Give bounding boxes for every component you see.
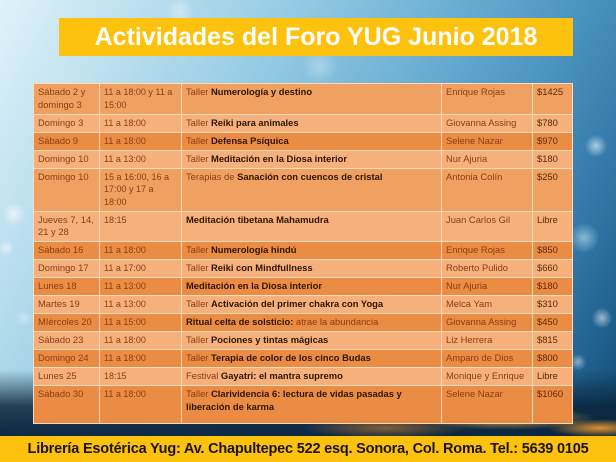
- activity-prefix: Taller: [186, 388, 212, 399]
- time-cell: 11 a 18:00: [100, 115, 182, 133]
- activity-prefix: Taller: [186, 262, 212, 273]
- description-cell: [182, 314, 442, 332]
- description-cell: [182, 212, 442, 243]
- date-cell: Domingo 10: [33, 151, 100, 169]
- table-row: [33, 115, 573, 133]
- teacher-cell: Roberto Pulido: [442, 260, 533, 278]
- activity-title: Terapia de color de los cinco Budas: [211, 352, 371, 363]
- teacher-cell: Nur Ajuria: [442, 151, 533, 169]
- table-row: [33, 332, 573, 350]
- price-cell: Libre: [533, 212, 573, 243]
- teacher-cell: Giovanna Assing: [442, 115, 533, 133]
- price-cell: $310: [533, 296, 573, 314]
- teacher-cell: Nur Ajuria: [442, 278, 533, 296]
- price-cell: $970: [533, 133, 573, 151]
- description-cell: [182, 278, 442, 296]
- date-cell: Domingo 3: [33, 115, 100, 133]
- activity-prefix: Taller: [186, 352, 212, 363]
- activity-prefix: Taller: [186, 152, 212, 164]
- time-cell: 11 a 15:00: [100, 314, 182, 332]
- table-row: [33, 368, 573, 386]
- time-cell: 18:15: [100, 368, 182, 386]
- table-row: [33, 314, 573, 332]
- date-cell: Sábado 30: [33, 386, 100, 424]
- table-row: [33, 83, 573, 115]
- teacher-cell: Amparo de Dios: [442, 350, 533, 368]
- description-cell: [182, 115, 442, 133]
- time-cell: 11 a 17:00: [100, 260, 182, 278]
- price-cell: $180: [533, 278, 573, 296]
- activity-title: Sanación con cuencos de cristal: [237, 170, 383, 182]
- teacher-cell: Liz Herrera: [442, 332, 533, 350]
- time-cell: 11 a 13:00: [100, 278, 182, 296]
- table-row: [33, 151, 573, 169]
- activities-table: [33, 83, 573, 424]
- date-cell: Sábado 16: [33, 242, 100, 260]
- price-cell: $850: [533, 242, 573, 260]
- activity-title: Defensa Psíquica: [211, 134, 289, 146]
- table-row: [33, 242, 573, 260]
- activity-prefix: Terapias de: [186, 170, 238, 182]
- description-cell: [182, 350, 442, 368]
- activity-prefix: Taller: [186, 86, 212, 97]
- date-cell: Martes 19: [33, 296, 100, 314]
- time-cell: 18:15: [100, 212, 182, 243]
- date-cell: Domingo 10: [33, 169, 100, 212]
- date-cell: Sábado 23: [33, 332, 100, 350]
- activity-title: Ritual celta de solsticio:: [186, 316, 294, 327]
- date-cell: Domingo 24: [33, 350, 100, 368]
- table-row: [33, 386, 573, 424]
- price-cell: $660: [533, 260, 573, 278]
- description-cell: [182, 151, 442, 169]
- table-row: [33, 350, 573, 368]
- date-cell: Sábado 2 y domingo 3: [33, 83, 100, 115]
- description-cell: [182, 260, 442, 278]
- date-cell: Lunes 25: [33, 368, 100, 386]
- teacher-cell: Monique y Enrique: [442, 368, 533, 386]
- time-cell: 15 a 16:00, 16 a 17:00 y 17 a 18:00: [100, 169, 182, 212]
- time-cell: 11 a 13:00: [100, 151, 182, 169]
- activity-title: Meditación tibetana Mahamudra: [186, 213, 329, 225]
- table-row: [33, 260, 573, 278]
- teacher-cell: Selene Nazar: [442, 386, 533, 424]
- table-row: [33, 278, 573, 296]
- description-cell: [182, 242, 442, 260]
- date-cell: Jueves 7, 14, 21 y 28: [33, 212, 100, 243]
- description-cell: [182, 133, 442, 151]
- page-title: Actividades del Foro YUG Junio 2018: [59, 18, 573, 56]
- activity-prefix: Taller: [186, 298, 212, 309]
- price-cell: $450: [533, 314, 573, 332]
- table-row: [33, 296, 573, 314]
- time-cell: 11 a 18:00 y 11 a 15:00: [100, 83, 182, 115]
- activity-title: Reiki para animales: [211, 116, 299, 128]
- time-cell: 11 a 18:00: [100, 332, 182, 350]
- time-cell: 11 a 18:00: [100, 350, 182, 368]
- description-cell: [182, 386, 442, 424]
- price-cell: $800: [533, 350, 573, 368]
- activity-prefix: Festival: [186, 370, 221, 381]
- description-cell: [182, 296, 442, 314]
- time-cell: 11 a 18:00: [100, 133, 182, 151]
- date-cell: Domingo 17: [33, 260, 100, 278]
- table-row: [33, 133, 573, 151]
- activity-prefix: Taller: [186, 334, 212, 345]
- description-cell: [182, 169, 442, 212]
- activity-title: Clarividencia 6: lectura de vidas pasadas y liberación de karma: [186, 388, 402, 412]
- teacher-cell: Juan Carlos Gil: [442, 212, 533, 243]
- activity-title: Pociones y tintas mágicas: [211, 334, 329, 345]
- price-cell: $780: [533, 115, 573, 133]
- table-row: [33, 169, 573, 212]
- activity-suffix: atrae la abundancia: [293, 316, 379, 327]
- time-cell: 11 a 18:00: [100, 242, 182, 260]
- activity-title: Numerología hindú: [211, 244, 297, 255]
- table-row: [33, 212, 573, 243]
- activity-title: Meditación en la Diosa interior: [186, 280, 322, 291]
- activity-prefix: Taller: [186, 134, 212, 146]
- price-cell: $815: [533, 332, 573, 350]
- activity-prefix: Taller: [186, 244, 212, 255]
- price-cell: $1060: [533, 386, 573, 424]
- time-cell: 11 a 13:00: [100, 296, 182, 314]
- date-cell: Lunes 18: [33, 278, 100, 296]
- footer-address: Librería Esotérica Yug: Av. Chapultepec 522 esq. Sonora, Col. Roma. Tel.: 5639 0105: [0, 436, 616, 462]
- activity-title: Meditación en la Diosa interior: [211, 152, 347, 164]
- teacher-cell: Giovanna Assing: [442, 314, 533, 332]
- price-cell: Libre: [533, 368, 573, 386]
- date-cell: MIércoles 20: [33, 314, 100, 332]
- price-cell: $180: [533, 151, 573, 169]
- description-cell: [182, 83, 442, 115]
- description-cell: [182, 332, 442, 350]
- activity-title: Numerología y destino: [211, 86, 313, 97]
- activity-prefix: Taller: [186, 116, 212, 128]
- price-cell: $1425: [533, 83, 573, 115]
- activity-title: Gayatri: el mantra supremo: [220, 370, 343, 381]
- date-cell: Sábado 9: [33, 133, 100, 151]
- teacher-cell: Enrique Rojas: [442, 83, 533, 115]
- activity-title: Activación del primer chakra con Yoga: [211, 298, 384, 309]
- time-cell: 11 a 18:00: [100, 386, 182, 424]
- activity-title: Reiki con Mindfullness: [211, 262, 313, 273]
- teacher-cell: Enrique Rojas: [442, 242, 533, 260]
- teacher-cell: Melca Yam: [442, 296, 533, 314]
- teacher-cell: Antonia Colín: [442, 169, 533, 212]
- teacher-cell: Selene Nazar: [442, 133, 533, 151]
- price-cell: $250: [533, 169, 573, 212]
- description-cell: [182, 368, 442, 386]
